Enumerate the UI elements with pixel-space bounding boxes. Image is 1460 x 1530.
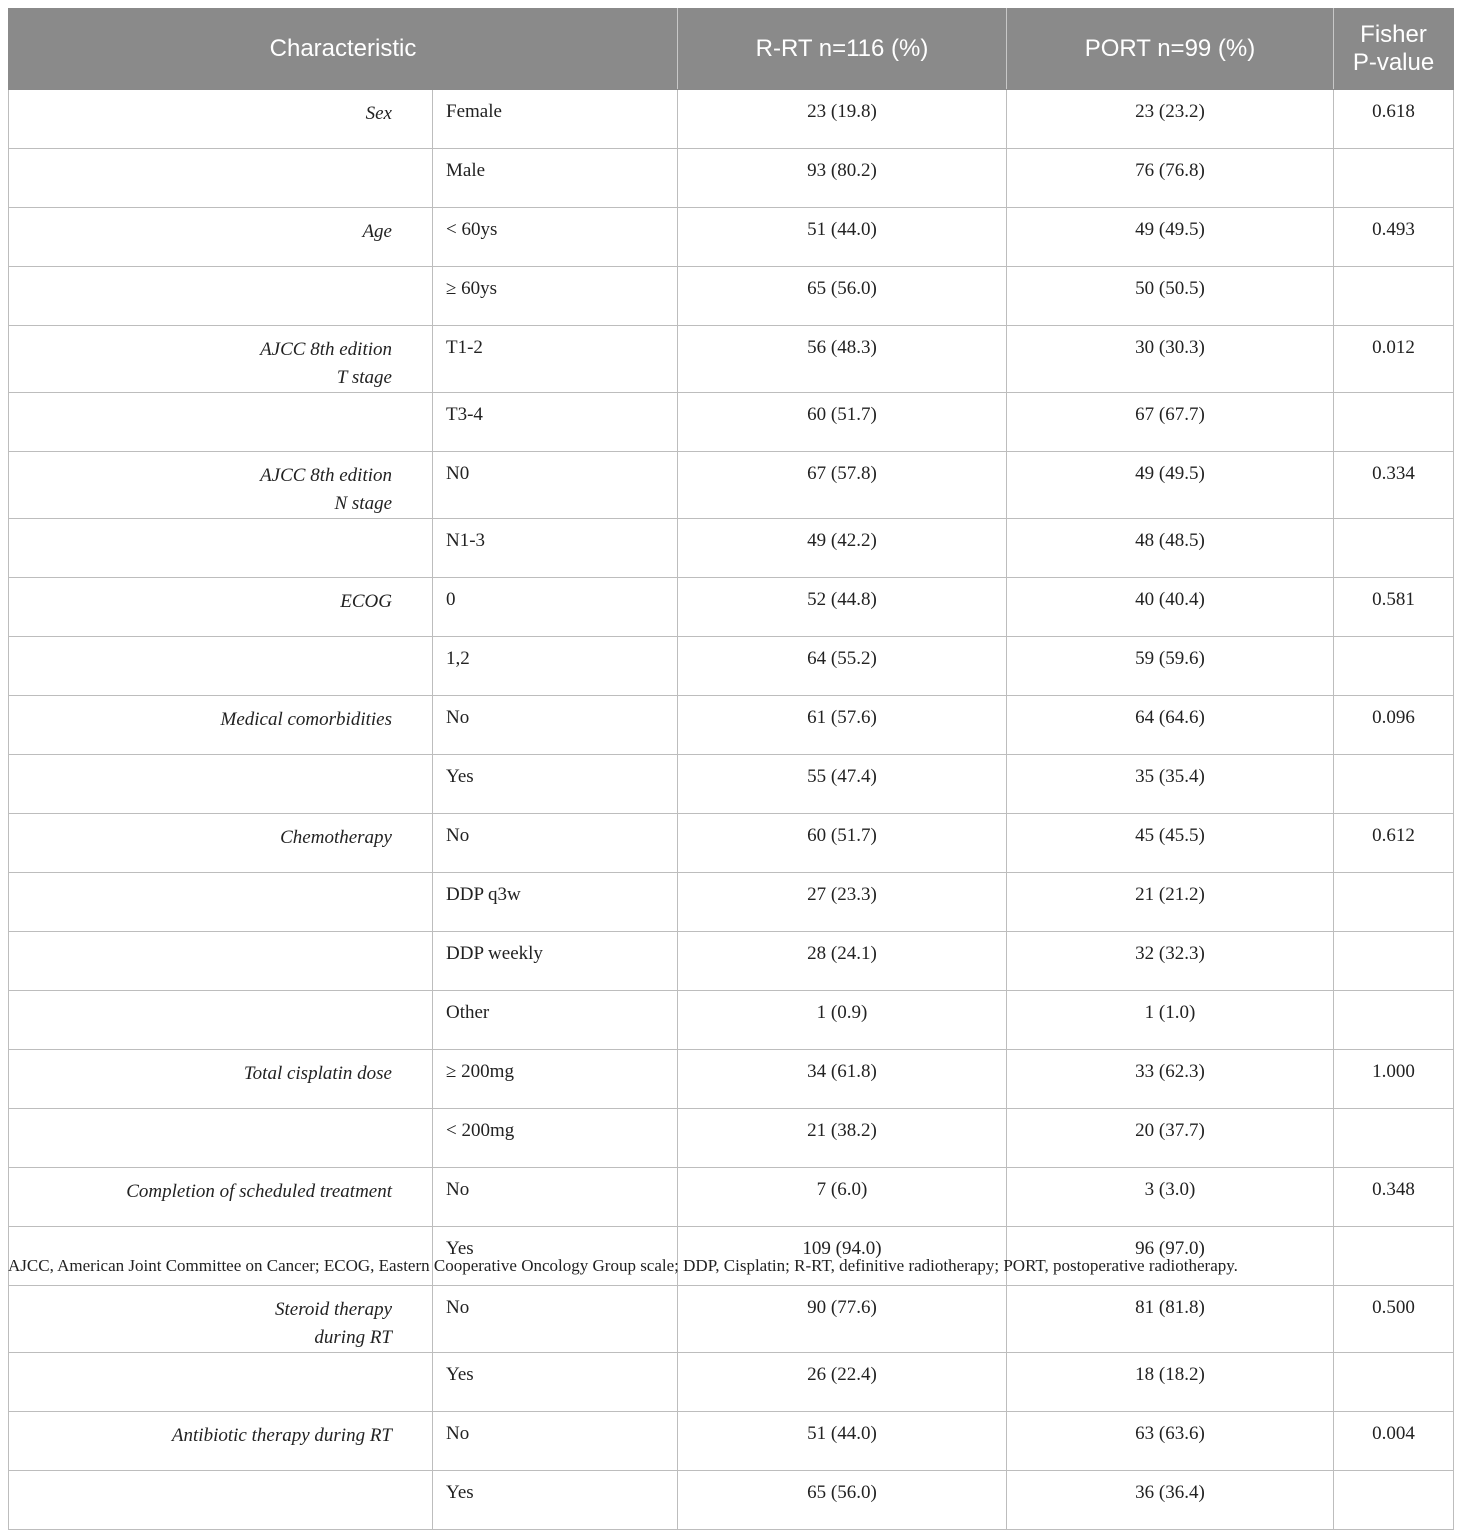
rrt-cell: 109 (94.0) — [678, 1227, 1007, 1286]
table-row — [9, 932, 1454, 991]
characteristic-label-text: Steroid therapy during RT — [275, 1299, 392, 1348]
characteristic-label — [9, 90, 433, 149]
p-value-cell — [1334, 637, 1454, 696]
port-cell: 48 (48.5) — [1007, 519, 1334, 578]
subcategory-cell: < 200mg — [433, 1109, 678, 1168]
characteristic-label-text: Antibiotic therapy during RT — [171, 1425, 392, 1446]
subcategory-cell: 1,2 — [433, 637, 678, 696]
subcategory-cell: Yes — [433, 755, 678, 814]
port-cell: 64 (64.6) — [1007, 696, 1334, 755]
characteristics-table — [8, 8, 1454, 1530]
subcategory-cell: 0 — [433, 578, 678, 637]
subcategory-cell: No — [433, 814, 678, 873]
port-cell: 36 (36.4) — [1007, 1471, 1334, 1530]
table-row — [9, 90, 1454, 149]
table-row — [9, 991, 1454, 1050]
table-body — [9, 90, 1454, 1530]
table-row — [9, 208, 1454, 267]
header-characteristic: Characteristic — [9, 9, 678, 90]
p-value-cell: 0.334 — [1334, 452, 1454, 519]
subcategory-cell: Female — [433, 90, 678, 149]
characteristic-label — [9, 393, 433, 452]
p-value-cell — [1334, 1227, 1454, 1286]
port-cell: 21 (21.2) — [1007, 873, 1334, 932]
rrt-cell: 65 (56.0) — [678, 1471, 1007, 1530]
characteristic-label — [9, 149, 433, 208]
rrt-cell: 55 (47.4) — [678, 755, 1007, 814]
p-value-cell: 0.493 — [1334, 208, 1454, 267]
characteristic-label — [9, 991, 433, 1050]
port-cell: 50 (50.5) — [1007, 267, 1334, 326]
subcategory-cell: T3-4 — [433, 393, 678, 452]
subcategory-cell: N1-3 — [433, 519, 678, 578]
header-row — [9, 9, 1454, 90]
subcategory-cell: Male — [433, 149, 678, 208]
p-value-cell: 0.348 — [1334, 1168, 1454, 1227]
table-row — [9, 1050, 1454, 1109]
port-cell: 3 (3.0) — [1007, 1168, 1334, 1227]
characteristic-label — [9, 1353, 433, 1412]
subcategory-cell: ≥ 200mg — [433, 1050, 678, 1109]
table-row — [9, 755, 1454, 814]
rrt-cell: 56 (48.3) — [678, 326, 1007, 393]
port-cell: 63 (63.6) — [1007, 1412, 1334, 1471]
characteristic-label-text: AJCC 8th edition N stage — [260, 465, 392, 514]
port-cell: 40 (40.4) — [1007, 578, 1334, 637]
port-cell: 49 (49.5) — [1007, 452, 1334, 519]
p-value-cell — [1334, 932, 1454, 991]
rrt-cell: 67 (57.8) — [678, 452, 1007, 519]
subcategory-cell: N0 — [433, 452, 678, 519]
subcategory-cell: Yes — [433, 1353, 678, 1412]
p-value-cell — [1334, 1353, 1454, 1412]
header-fisher-p — [1334, 9, 1454, 90]
port-cell: 59 (59.6) — [1007, 637, 1334, 696]
characteristic-label — [9, 452, 433, 519]
table-row — [9, 1168, 1454, 1227]
characteristic-label — [9, 267, 433, 326]
table-row — [9, 873, 1454, 932]
table-row — [9, 267, 1454, 326]
rrt-cell: 52 (44.8) — [678, 578, 1007, 637]
characteristic-label — [9, 1168, 433, 1227]
rrt-cell: 27 (23.3) — [678, 873, 1007, 932]
subcategory-cell: DDP weekly — [433, 932, 678, 991]
port-cell: 96 (97.0) — [1007, 1227, 1334, 1286]
table-row — [9, 1353, 1454, 1412]
rrt-cell: 7 (6.0) — [678, 1168, 1007, 1227]
p-value-cell — [1334, 1109, 1454, 1168]
subcategory-cell: < 60ys — [433, 208, 678, 267]
rrt-cell: 51 (44.0) — [678, 1412, 1007, 1471]
rrt-cell: 90 (77.6) — [678, 1286, 1007, 1353]
table-row — [9, 578, 1454, 637]
subcategory-cell: Other — [433, 991, 678, 1050]
characteristic-label-text: Total cisplatin dose — [243, 1063, 392, 1084]
subcategory-cell: No — [433, 1412, 678, 1471]
characteristic-label-text: Age — [362, 221, 392, 242]
subcategory-cell: T1-2 — [433, 326, 678, 393]
characteristic-label — [9, 637, 433, 696]
p-value-cell — [1334, 991, 1454, 1050]
port-cell: 33 (62.3) — [1007, 1050, 1334, 1109]
rrt-cell: 28 (24.1) — [678, 932, 1007, 991]
table-row — [9, 393, 1454, 452]
port-cell: 76 (76.8) — [1007, 149, 1334, 208]
characteristic-label — [9, 1050, 433, 1109]
p-value-cell — [1334, 755, 1454, 814]
rrt-cell: 23 (19.8) — [678, 90, 1007, 149]
characteristic-label — [9, 1412, 433, 1471]
rrt-cell: 61 (57.6) — [678, 696, 1007, 755]
table-row — [9, 1471, 1454, 1530]
rrt-cell: 51 (44.0) — [678, 208, 1007, 267]
table-row — [9, 452, 1454, 519]
characteristic-label-text: Medical comorbidities — [220, 709, 392, 730]
characteristic-label — [9, 814, 433, 873]
characteristic-label-text: AJCC 8th edition T stage — [260, 339, 392, 388]
table-row — [9, 1109, 1454, 1168]
characteristic-label — [9, 519, 433, 578]
characteristic-label — [9, 755, 433, 814]
characteristic-label — [9, 873, 433, 932]
subcategory-cell: No — [433, 1286, 678, 1353]
rrt-cell: 93 (80.2) — [678, 149, 1007, 208]
subcategory-cell: Yes — [433, 1227, 678, 1286]
characteristic-label — [9, 208, 433, 267]
table-row — [9, 1412, 1454, 1471]
header-fisher-line2: P-value — [1352, 49, 1435, 76]
table-row — [9, 637, 1454, 696]
p-value-cell: 0.581 — [1334, 578, 1454, 637]
rrt-cell: 64 (55.2) — [678, 637, 1007, 696]
header-rrt: R-RT n=116 (%) — [678, 9, 1007, 90]
port-cell: 30 (30.3) — [1007, 326, 1334, 393]
rrt-cell: 1 (0.9) — [678, 991, 1007, 1050]
p-value-cell: 0.618 — [1334, 90, 1454, 149]
p-value-cell: 0.012 — [1334, 326, 1454, 393]
rrt-cell: 34 (61.8) — [678, 1050, 1007, 1109]
header-port: PORT n=99 (%) — [1007, 9, 1334, 90]
characteristic-label-text: Sex — [365, 103, 392, 124]
characteristic-label-text: Completion of scheduled treatment — [126, 1181, 392, 1202]
footnote: AJCC, American Joint Committee on Cancer; ECOG, Eastern Cooperative Oncology Group scale; DDP, Cisplatin; R-RT, definitive radiotherapy; PORT, postoperative radiotherapy. — [8, 1256, 1238, 1275]
p-value-cell: 0.500 — [1334, 1286, 1454, 1353]
port-cell: 81 (81.8) — [1007, 1286, 1334, 1353]
rrt-cell: 60 (51.7) — [678, 393, 1007, 452]
table-row — [9, 814, 1454, 873]
characteristic-label-text: ECOG — [340, 591, 392, 612]
port-cell: 67 (67.7) — [1007, 393, 1334, 452]
table-row — [9, 1286, 1454, 1353]
p-value-cell: 0.004 — [1334, 1412, 1454, 1471]
p-value-cell: 0.612 — [1334, 814, 1454, 873]
table-row — [9, 326, 1454, 393]
subcategory-cell: DDP q3w — [433, 873, 678, 932]
p-value-cell — [1334, 393, 1454, 452]
port-cell: 49 (49.5) — [1007, 208, 1334, 267]
p-value-cell: 1.000 — [1334, 1050, 1454, 1109]
rrt-cell: 21 (38.2) — [678, 1109, 1007, 1168]
rrt-cell: 49 (42.2) — [678, 519, 1007, 578]
characteristic-label — [9, 1109, 433, 1168]
characteristic-label — [9, 696, 433, 755]
subcategory-cell: No — [433, 1168, 678, 1227]
subcategory-cell: ≥ 60ys — [433, 267, 678, 326]
subcategory-cell: Yes — [433, 1471, 678, 1530]
port-cell: 23 (23.2) — [1007, 90, 1334, 149]
port-cell: 18 (18.2) — [1007, 1353, 1334, 1412]
p-value-cell — [1334, 873, 1454, 932]
header-fisher-line1: Fisher — [1360, 21, 1427, 48]
port-cell: 45 (45.5) — [1007, 814, 1334, 873]
port-cell: 20 (37.7) — [1007, 1109, 1334, 1168]
characteristic-label — [9, 326, 433, 393]
characteristic-label — [9, 578, 433, 637]
rrt-cell: 60 (51.7) — [678, 814, 1007, 873]
port-cell: 35 (35.4) — [1007, 755, 1334, 814]
port-cell: 32 (32.3) — [1007, 932, 1334, 991]
characteristic-label — [9, 932, 433, 991]
p-value-cell — [1334, 267, 1454, 326]
p-value-cell — [1334, 519, 1454, 578]
table-row — [9, 696, 1454, 755]
rrt-cell: 65 (56.0) — [678, 267, 1007, 326]
table-row — [9, 149, 1454, 208]
port-cell: 1 (1.0) — [1007, 991, 1334, 1050]
characteristic-label — [9, 1286, 433, 1353]
p-value-cell — [1334, 149, 1454, 208]
characteristic-label — [9, 1471, 433, 1530]
rrt-cell: 26 (22.4) — [678, 1353, 1007, 1412]
p-value-cell: 0.096 — [1334, 696, 1454, 755]
subcategory-cell: No — [433, 696, 678, 755]
table-row — [9, 519, 1454, 578]
p-value-cell — [1334, 1471, 1454, 1530]
characteristic-label-text: Chemotherapy — [280, 827, 392, 848]
